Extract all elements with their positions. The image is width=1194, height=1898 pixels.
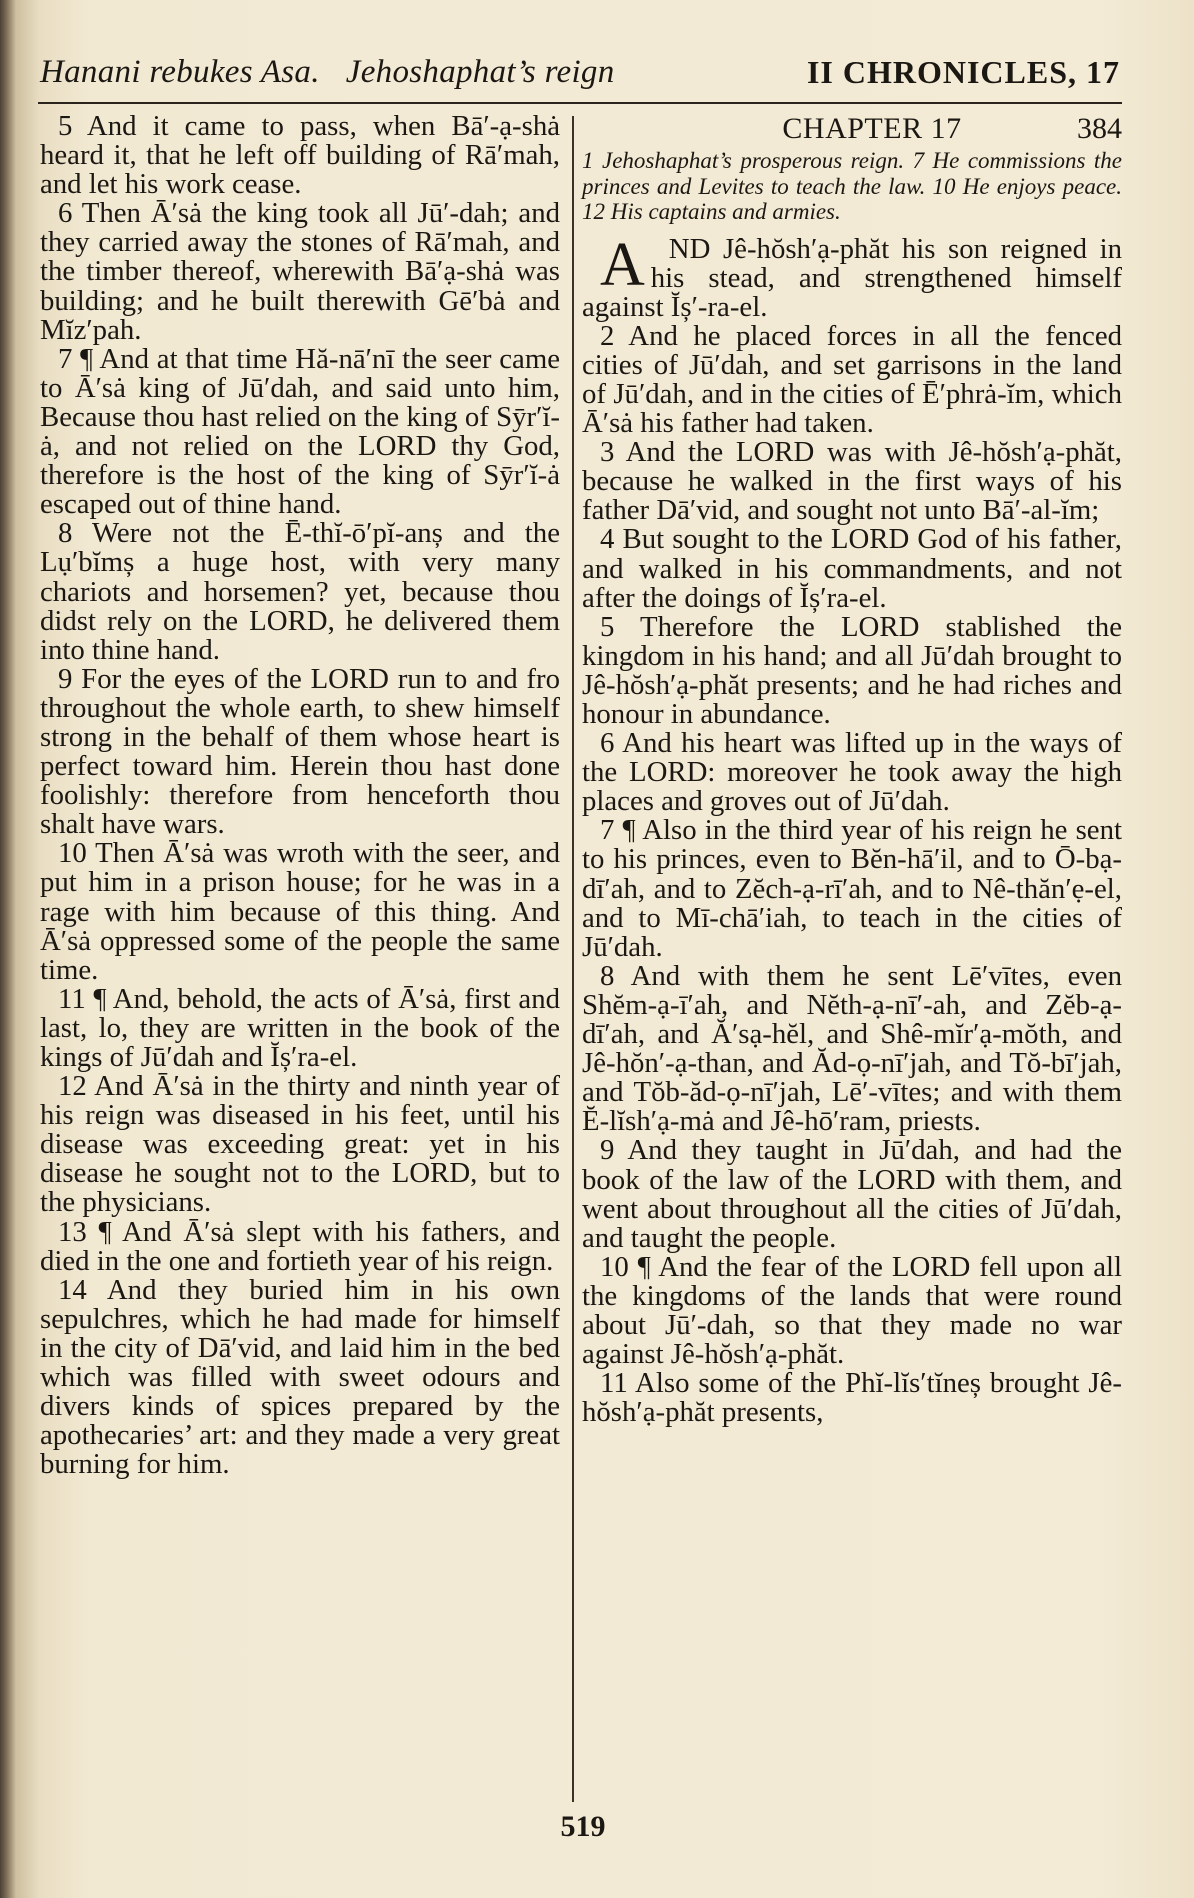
- verse: 13 ¶ And Ā′sȧ slept with his fathers, and died in the one and fortieth year of his reign.: [40, 1215, 560, 1277]
- verse-first: [582, 230, 1122, 323]
- verse: 7 ¶ Also in the third year of his reign he sent to his princes, even to Bĕn-hā′il, and to Ō-bạ-dī′ah, and to Zĕch-ạ-rī′ah, and to Nê-thăn′ẹ-el, and to Mī-chā′iah, to teach in the cities of Jū′dah.: [582, 814, 1122, 963]
- running-head-left-b: Jehoshaphat’s reign: [345, 54, 615, 90]
- verse: 9 And they taught in Jū′dah, and had the book of the law of the LORD with them, and went about throughout all the cities of Jū′dah, and taught the people.: [582, 1134, 1122, 1254]
- chapter-sequence-number: 384: [1077, 112, 1122, 145]
- running-head: [40, 54, 1120, 102]
- left-column: [40, 112, 560, 1479]
- verse: 11 ¶ And, behold, the acts of Ā′sȧ, first and last, lo, they are written in the book of the kings of Jū′dah and Ĭș′ra-el.: [40, 982, 560, 1073]
- verse: 6 And his heart was lifted up in the ways of the LORD: moreover he took away the high places and groves out of Jū′dah.: [582, 727, 1122, 818]
- page-number-text: 519: [560, 1810, 606, 1843]
- verse: 9 For the eyes of the LORD run to and fro throughout the whole earth, to shew himself strong in the behalf of them whose heart is perfect toward him. Herein thou hast done foolishly: therefore from henceforth thou shalt have wars.: [40, 662, 560, 841]
- chapter-summary: 1 Jehoshaphat’s prosperous reign. 7 He commissions the princes and Levites to teach the law. 10 He enjoys peace. 12 His captains and armies.: [582, 148, 1122, 224]
- running-head-left-a: Hanani rebukes Asa.: [40, 54, 320, 90]
- verse: 6 Then Ā′sȧ the king took all Jū′-dah; and they carried away the stones of Rā′mah, and the timber thereof, wherewith Bā′ạ-shȧ was building; and he built therewith Gē′bȧ and Mĭz′pah.: [40, 197, 560, 346]
- chapter-heading: [582, 112, 1122, 146]
- verse: 2 And he placed forces in all the fenced cities of Jū′dah, and set garrisons in the land of Jū′dah, and in the cities of Ē′phrȧ-ĭm, which Ā′sȧ his father had taken.: [582, 319, 1122, 440]
- running-head-right: II CHRONICLES, 17: [806, 54, 1120, 90]
- verse: 8 And with them he sent Lē′vītes, even Shĕm-ạ-ī′ah, and Nĕth-ạ-nī′-ah, and Zĕb-ạ-dī′ah, and Ă′sạ-hĕl, and Shê-mĭr′ạ-mŏth, and Jê-hŏn′-ạ-than, and Ăd-ọ-nī′jah, and Tŏ-bī′jah, and Tŏb-ăd-ọ-nī′jah, Lē′-vītes; and with them Ĕ-lĭsh′ạ-mȧ and Jê-hō′ram, priests.: [582, 959, 1122, 1138]
- first-verse-text: ND Jê-hŏsh′ạ-phăt his son reigned in his stead, and strengthened himself against Ĭș′-ra-el.: [582, 232, 1122, 323]
- verse: 11 Also some of the Phĭ-lĭs′tĭneș brought Jê-hŏsh′ạ-phăt presents,: [582, 1367, 1122, 1429]
- column-divider: [572, 116, 574, 1802]
- verse: 10 ¶ And the fear of the LORD fell upon all the kingdoms of the lands that were round about Jū′-dah, so that they made no war against Jê-hŏsh′ạ-phăt.: [582, 1250, 1122, 1371]
- verse: 5 Therefore the LORD stablished the kingdom in his hand; and all Jū′dah brought to Jê-hŏsh′ạ-phăt presents; and he had riches and honour in abundance.: [582, 610, 1122, 730]
- chapter-title: CHAPTER 17: [782, 112, 962, 145]
- verse: 12 And Ā′sȧ in the thirty and ninth year of his reign was diseased in his feet, until his disease was exceeding great: yet in his disease he sought not to the LORD, but to the physicians.: [40, 1070, 560, 1219]
- header-rule: [38, 102, 1122, 104]
- verse: 14 And they buried him in his own sepulchres, which he had made for himself in the city of Dā′vid, and laid him in the bed which was filled with sweet odours and divers kinds of spices prepared by the apothecaries’ art: and they made a very great burning for him.: [40, 1273, 560, 1481]
- verse: 5 And it came to pass, when Bā′-ạ-shȧ heard it, that he left off building of Rā′mah, and let his work cease.: [40, 110, 560, 201]
- running-head-left: [40, 54, 615, 91]
- drop-cap: A: [600, 230, 645, 299]
- page-number: [0, 1810, 1194, 1844]
- verse: 7 ¶ And at that time Hă-nā′nī the seer came to Ā′sȧ king of Jū′dah, and said unto him, Because thou hast relied on the king of Sȳr′ĭ-ȧ, and not relied on the LORD thy God, therefore is the host of the king of Sȳr′ĭ-ȧ escaped out of thine hand.: [40, 342, 560, 521]
- verse: 3 And the LORD was with Jê-hŏsh′ạ-phăt, because he walked in the first ways of his father Dā′vid, and sought not unto Bā′-al-ĭm;: [582, 436, 1122, 527]
- verse: 10 Then Ā′sȧ was wroth with the seer, and put him in a prison house; for he was in a rage with him because of this thing. And Ā′sȧ oppressed some of the people the same time.: [40, 837, 560, 986]
- verse: 4 But sought to the LORD God of his father, and walked in his commandments, and not after the doings of Ĭș′ra-el.: [582, 523, 1122, 614]
- right-column: [582, 112, 1122, 1427]
- verse: 8 Were not the Ē-thĭ-ō′pĭ-anș and the Lụ′bĭmș a huge host, with very many chariots and horsemen? yet, because thou didst rely on the LORD, he delivered them into thine hand.: [40, 517, 560, 666]
